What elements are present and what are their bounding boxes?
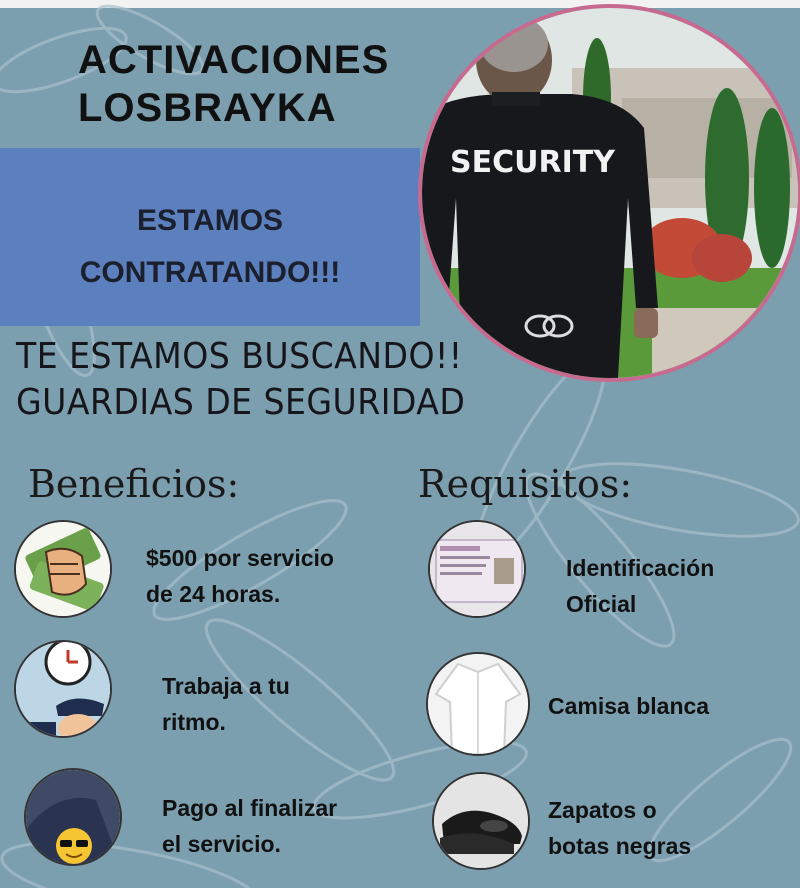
benefit-3-line2: el servicio. — [162, 831, 281, 857]
hiring-line1: ESTAMOS — [136, 204, 284, 237]
benefit-1-text — [146, 540, 334, 612]
requirements-heading: Requisitos: — [418, 462, 633, 506]
requirement-1-line1: Identificación — [566, 555, 715, 581]
brand-title-line1: ACTIVACIONES — [78, 38, 390, 82]
brand-title — [78, 36, 389, 132]
benefit-2-line2: ritmo. — [162, 709, 226, 735]
benefit-1-line2: de 24 horas. — [146, 581, 281, 607]
money-fist-icon — [14, 520, 112, 618]
clock-guard-icon — [14, 640, 112, 738]
headline — [16, 334, 465, 426]
white-shirt-icon — [426, 652, 530, 756]
security-guard-photo — [418, 4, 800, 382]
benefit-3-text — [162, 790, 337, 862]
requirement-2-text — [548, 688, 709, 724]
requirement-1-text — [566, 550, 714, 622]
benefit-1-line1: $500 por servicio — [146, 545, 334, 571]
sunglasses-emoji-icon — [24, 768, 122, 866]
benefit-2-line1: Trabaja a tu — [162, 673, 290, 699]
security-guard-illustration — [422, 8, 798, 378]
hiring-text — [0, 195, 420, 299]
brand-title-line2: LOSBRAYKA — [78, 86, 337, 130]
benefit-2-text — [162, 668, 290, 740]
headline-line2: GUARDIAS DE SEGURIDAD — [16, 382, 466, 423]
requirement-2-line1: Camisa blanca — [548, 693, 710, 719]
requirement-1-line2: Oficial — [566, 591, 637, 617]
hiring-line2: CONTRATANDO!!! — [79, 256, 341, 289]
benefit-3-line1: Pago al finalizar — [162, 795, 338, 821]
requirement-3-text — [548, 792, 691, 864]
security-label: SECURITY — [450, 145, 615, 180]
id-card-icon — [428, 520, 526, 618]
black-shoes-icon — [432, 772, 530, 870]
requirement-3-line2: botas negras — [548, 833, 692, 859]
benefits-heading: Beneficios: — [28, 462, 240, 506]
requirement-3-line1: Zapatos o — [548, 797, 657, 823]
headline-line1: TE ESTAMOS BUSCANDO!! — [16, 336, 463, 377]
